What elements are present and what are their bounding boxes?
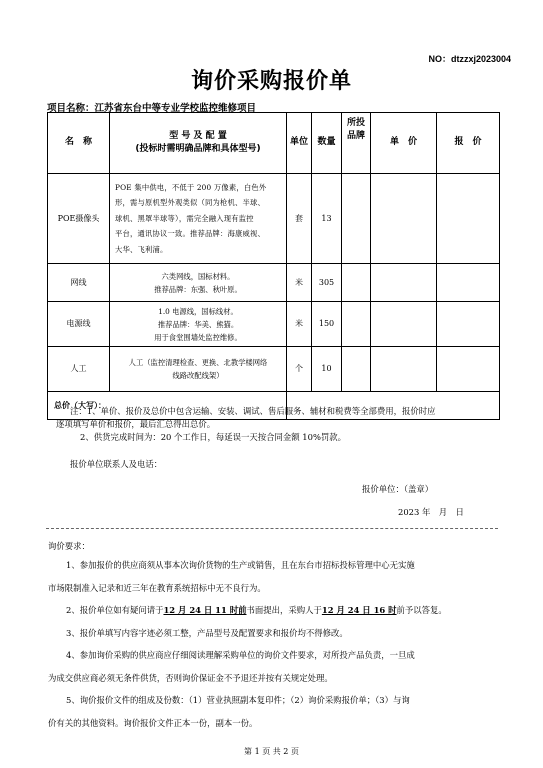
contact-label: 报价单位联系人及电话： <box>70 459 163 469</box>
row-brand[interactable] <box>342 264 371 302</box>
row-spec <box>110 302 287 347</box>
row-price[interactable] <box>371 264 437 302</box>
row-name: 网线 <box>48 264 110 302</box>
row-unit: 米 <box>287 302 312 347</box>
quotation-table <box>47 112 500 420</box>
requirements-section <box>48 538 500 734</box>
requirement-4-line-2: 为成交供应商必须无条件供货，否则询价保证金不予退还并按有关规定处理。 <box>48 672 333 683</box>
row-price[interactable] <box>371 302 437 347</box>
spec-line: 1.0 电源线，国标线材。 <box>158 306 238 316</box>
row-unit: 个 <box>287 347 312 392</box>
note-1-line-1: 注：1、单价、报价及总价中包含运输、安装、调试、售后服务、辅材和税费等全部费用，报价时应 <box>70 406 436 416</box>
table-row <box>48 174 500 264</box>
table-row <box>48 302 500 347</box>
requirements-heading: 询价要求： <box>48 541 90 551</box>
row-brand[interactable] <box>342 347 371 392</box>
row-name: POE摄像头 <box>48 174 110 264</box>
row-quote[interactable] <box>437 302 500 347</box>
header-brand-line2: 品牌 <box>346 131 365 142</box>
requirement-2 <box>48 599 500 622</box>
spec-line: 六类网线，国标材料。 <box>161 271 235 281</box>
requirement-1-line-2: 市场限制准入记录和近三年在教育系统招标中无不良行为。 <box>48 582 266 593</box>
row-brand[interactable] <box>342 174 371 264</box>
divider <box>46 528 498 529</box>
header-price: 单 价 <box>371 113 437 174</box>
row-brand[interactable] <box>342 302 371 347</box>
row-quote[interactable] <box>437 347 500 392</box>
row-qty: 305 <box>312 264 342 302</box>
header-model-line1: 型 号 及 配 置 <box>169 130 227 141</box>
total-label: 总价（大写）： <box>48 392 287 420</box>
row-spec <box>110 264 287 302</box>
question-deadline: 12 月 24 日 11 时前 <box>163 605 247 615</box>
spec-line: 球机、黑罩半球等），需完全融入现有监控 <box>115 213 254 223</box>
spec-line: 人工（监控清理检查、更换、北教学楼网络 <box>128 358 268 367</box>
table-row <box>48 264 500 302</box>
row-spec <box>110 347 287 392</box>
page-title: 询价采购报价单 <box>190 69 352 94</box>
row-unit: 套 <box>287 174 312 264</box>
row-name: 人工 <box>48 347 110 392</box>
table-header-row <box>48 113 500 174</box>
row-qty: 13 <box>312 174 342 264</box>
header-brand <box>342 113 371 174</box>
header-model-line2: (投标时需明确品牌和具体型号) <box>135 144 261 154</box>
date-label: 2023 年 月 日 <box>398 507 464 517</box>
header-brand-line1: 所投 <box>346 118 365 128</box>
page-footer: 第 1 页 共 2 页 <box>244 747 299 756</box>
row-unit: 米 <box>287 264 312 302</box>
header-quote: 报 价 <box>437 113 500 174</box>
header-model <box>110 113 287 174</box>
notes-section <box>56 405 498 444</box>
requirement-1-line-1: 1、参加报价的供应商须从事本次询价货物的生产或销售，且在东台市招标投标管理中心无实施 <box>66 560 415 570</box>
header-qty: 数量 <box>312 113 342 174</box>
row-qty: 10 <box>312 347 342 392</box>
requirement-5-line-1: 5、询价报价文件的组成及份数：（1）营业执照副本复印件；（2）询价采购报价单；（3）与询 <box>66 695 410 705</box>
header-name: 名 称 <box>48 113 110 174</box>
row-quote[interactable] <box>437 174 500 264</box>
note-1-line-2: 逐项填写单价和报价，最后汇总得出总价。 <box>56 419 216 429</box>
requirement-5-line-2: 价有关的其他资料。询价报价文件正本一份，副本一份。 <box>48 717 258 728</box>
spec-line: 推荐品牌：华美、熊猫。 <box>157 319 239 329</box>
spec-line: 大华、飞利浦。 <box>115 244 168 254</box>
table-row <box>48 347 500 392</box>
requirement-2-text: 前予以答复。 <box>396 605 447 615</box>
row-name: 电源线 <box>48 302 110 347</box>
stamp-label: 报价单位：（盖章） <box>362 484 434 494</box>
spec-line: 推荐品牌：东强、秋叶原。 <box>154 284 242 294</box>
header-unit: 单位 <box>287 113 312 174</box>
note-2: 2、供货完成时间为：20 个工作日，每延误一天按合同金额 10%罚款。 <box>80 432 347 442</box>
row-spec <box>110 174 287 264</box>
document-number: NO：dtzzxj2023004 <box>428 54 511 64</box>
spec-line: POE 集中供电，不低于 200 万像素，白色外 <box>115 182 267 192</box>
requirement-2-text: 书面提出，采购人于 <box>246 605 322 615</box>
row-qty: 150 <box>312 302 342 347</box>
answer-deadline: 12 月 24 日 16 时 <box>321 605 397 615</box>
requirement-3: 3、报价单填写内容字迹必须工整，产品型号及配置要求和报价均不得修改。 <box>66 627 348 638</box>
row-price[interactable] <box>371 174 437 264</box>
requirement-4-line-1: 4、参加询价采购的供应商应仔细阅读理解采购单位的询价文件要求，对所投产品负责，一旦成 <box>66 650 415 660</box>
row-quote[interactable] <box>437 264 500 302</box>
spec-line: 线路改配线架） <box>172 371 224 380</box>
row-price[interactable] <box>371 347 437 392</box>
spec-line: 形，需与原机型外观类似（同为枪机、半球、 <box>115 198 265 208</box>
spec-line: 平台，通讯协议一致。推荐品牌：海康威视、 <box>115 229 265 239</box>
spec-line: 用于食堂围墙处监控维修。 <box>154 332 242 342</box>
project-name: 项目名称：江苏省东台中等专业学校监控维修项目 <box>47 103 257 114</box>
requirement-2-text: 2、报价单位如有疑问请于 <box>66 605 164 615</box>
